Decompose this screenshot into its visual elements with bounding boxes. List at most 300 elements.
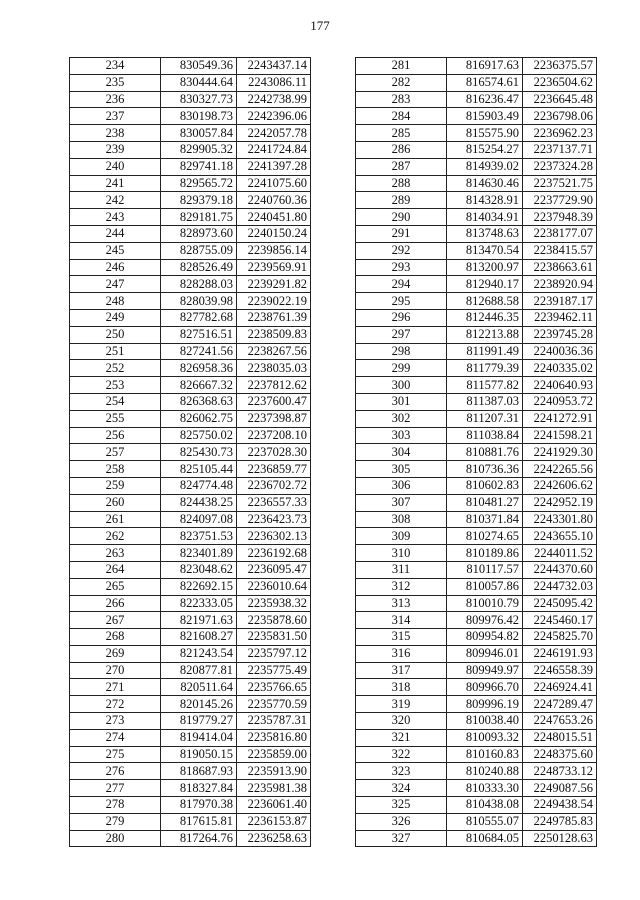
x-coordinate-cell: 823048.62 [161, 561, 237, 578]
table-row [70, 763, 311, 780]
y-coordinate-cell: 2236702.72 [237, 477, 311, 494]
y-coordinate-cell: 2249438.54 [523, 797, 597, 814]
table-row [70, 242, 311, 259]
point-number-cell: 257 [70, 444, 161, 461]
table-row [356, 343, 597, 360]
point-number-cell: 307 [356, 494, 447, 511]
point-number-cell: 308 [356, 511, 447, 528]
table-row [356, 612, 597, 629]
table-row [70, 125, 311, 142]
x-coordinate-cell: 811038.84 [447, 427, 523, 444]
point-number-cell: 298 [356, 343, 447, 360]
table-row [356, 494, 597, 511]
point-number-cell: 275 [70, 746, 161, 763]
x-coordinate-cell: 810189.86 [447, 545, 523, 562]
y-coordinate-cell: 2239462.11 [523, 309, 597, 326]
x-coordinate-cell: 818327.84 [161, 780, 237, 797]
y-coordinate-cell: 2235816.80 [237, 729, 311, 746]
table-row [356, 461, 597, 478]
x-coordinate-cell: 829741.18 [161, 158, 237, 175]
y-coordinate-cell: 2243301.80 [523, 511, 597, 528]
y-coordinate-cell: 2236010.64 [237, 578, 311, 595]
table-row [70, 746, 311, 763]
table-row [356, 813, 597, 830]
point-number-cell: 240 [70, 158, 161, 175]
y-coordinate-cell: 2236258.63 [237, 830, 311, 847]
y-coordinate-cell: 2237208.10 [237, 427, 311, 444]
table-row [70, 713, 311, 730]
point-number-cell: 239 [70, 141, 161, 158]
point-number-cell: 274 [70, 729, 161, 746]
table-row [356, 377, 597, 394]
x-coordinate-cell: 810736.36 [447, 461, 523, 478]
table-row [70, 477, 311, 494]
table-row [70, 393, 311, 410]
x-coordinate-cell: 815254.27 [447, 141, 523, 158]
coordinate-table-right [355, 57, 597, 847]
y-coordinate-cell: 2235775.49 [237, 662, 311, 679]
x-coordinate-cell: 826667.32 [161, 377, 237, 394]
table-row [356, 713, 597, 730]
table-row [356, 427, 597, 444]
y-coordinate-cell: 2237398.87 [237, 410, 311, 427]
point-number-cell: 312 [356, 578, 447, 595]
point-number-cell: 297 [356, 326, 447, 343]
x-coordinate-cell: 812940.17 [447, 276, 523, 293]
table-row [356, 192, 597, 209]
point-number-cell: 324 [356, 780, 447, 797]
y-coordinate-cell: 2237521.75 [523, 175, 597, 192]
point-number-cell: 311 [356, 561, 447, 578]
x-coordinate-cell: 823751.53 [161, 528, 237, 545]
x-coordinate-cell: 815575.90 [447, 125, 523, 142]
y-coordinate-cell: 2236798.06 [523, 108, 597, 125]
table-row [70, 74, 311, 91]
table-row [356, 797, 597, 814]
x-coordinate-cell: 827516.51 [161, 326, 237, 343]
table-row [356, 511, 597, 528]
x-coordinate-cell: 810438.08 [447, 797, 523, 814]
y-coordinate-cell: 2249785.83 [523, 813, 597, 830]
table-row [356, 360, 597, 377]
point-number-cell: 310 [356, 545, 447, 562]
y-coordinate-cell: 2236504.62 [523, 74, 597, 91]
point-number-cell: 282 [356, 74, 447, 91]
x-coordinate-cell: 813748.63 [447, 225, 523, 242]
x-coordinate-cell: 811779.39 [447, 360, 523, 377]
x-coordinate-cell: 825430.73 [161, 444, 237, 461]
point-number-cell: 318 [356, 679, 447, 696]
x-coordinate-cell: 814328.91 [447, 192, 523, 209]
point-number-cell: 279 [70, 813, 161, 830]
point-number-cell: 246 [70, 259, 161, 276]
point-number-cell: 280 [70, 830, 161, 847]
x-coordinate-cell: 821608.27 [161, 629, 237, 646]
table-row [356, 393, 597, 410]
point-number-cell: 316 [356, 645, 447, 662]
y-coordinate-cell: 2239022.19 [237, 293, 311, 310]
table-row [70, 561, 311, 578]
point-number-cell: 326 [356, 813, 447, 830]
coordinate-table-left [69, 57, 311, 847]
point-number-cell: 286 [356, 141, 447, 158]
x-coordinate-cell: 810333.30 [447, 780, 523, 797]
point-number-cell: 276 [70, 763, 161, 780]
point-number-cell: 288 [356, 175, 447, 192]
x-coordinate-cell: 816917.63 [447, 58, 523, 75]
table-row [70, 259, 311, 276]
x-coordinate-cell: 822333.05 [161, 595, 237, 612]
y-coordinate-cell: 2246191.93 [523, 645, 597, 662]
y-coordinate-cell: 2236423.73 [237, 511, 311, 528]
table-row [356, 158, 597, 175]
table-row [70, 780, 311, 797]
point-number-cell: 319 [356, 696, 447, 713]
x-coordinate-cell: 812688.58 [447, 293, 523, 310]
table-row [70, 729, 311, 746]
x-coordinate-cell: 810274.65 [447, 528, 523, 545]
x-coordinate-cell: 809954.82 [447, 629, 523, 646]
y-coordinate-cell: 2242606.62 [523, 477, 597, 494]
x-coordinate-cell: 810010.79 [447, 595, 523, 612]
table-row [70, 645, 311, 662]
y-coordinate-cell: 2246558.39 [523, 662, 597, 679]
point-number-cell: 248 [70, 293, 161, 310]
x-coordinate-cell: 829905.32 [161, 141, 237, 158]
table-row [356, 125, 597, 142]
y-coordinate-cell: 2246924.41 [523, 679, 597, 696]
y-coordinate-cell: 2243655.10 [523, 528, 597, 545]
x-coordinate-cell: 824097.08 [161, 511, 237, 528]
point-number-cell: 317 [356, 662, 447, 679]
point-number-cell: 241 [70, 175, 161, 192]
point-number-cell: 254 [70, 393, 161, 410]
table-row [70, 679, 311, 696]
point-number-cell: 304 [356, 444, 447, 461]
table-row [70, 427, 311, 444]
point-number-cell: 273 [70, 713, 161, 730]
point-number-cell: 303 [356, 427, 447, 444]
point-number-cell: 242 [70, 192, 161, 209]
table-row [356, 242, 597, 259]
table-row [70, 192, 311, 209]
table-row [70, 629, 311, 646]
x-coordinate-cell: 817264.76 [161, 830, 237, 847]
table-row [356, 645, 597, 662]
table-row [356, 209, 597, 226]
table-row [356, 259, 597, 276]
point-number-cell: 293 [356, 259, 447, 276]
x-coordinate-cell: 814939.02 [447, 158, 523, 175]
y-coordinate-cell: 2241272.91 [523, 410, 597, 427]
point-number-cell: 266 [70, 595, 161, 612]
y-coordinate-cell: 2235770.59 [237, 696, 311, 713]
point-number-cell: 250 [70, 326, 161, 343]
point-number-cell: 272 [70, 696, 161, 713]
x-coordinate-cell: 824438.25 [161, 494, 237, 511]
x-coordinate-cell: 829181.75 [161, 209, 237, 226]
x-coordinate-cell: 830198.73 [161, 108, 237, 125]
y-coordinate-cell: 2236095.47 [237, 561, 311, 578]
y-coordinate-cell: 2244011.52 [523, 545, 597, 562]
point-number-cell: 251 [70, 343, 161, 360]
table-row [356, 528, 597, 545]
point-number-cell: 309 [356, 528, 447, 545]
table-row [356, 679, 597, 696]
y-coordinate-cell: 2237729.90 [523, 192, 597, 209]
y-coordinate-cell: 2248015.51 [523, 729, 597, 746]
y-coordinate-cell: 2239291.82 [237, 276, 311, 293]
x-coordinate-cell: 816236.47 [447, 91, 523, 108]
table-row [70, 797, 311, 814]
point-number-cell: 278 [70, 797, 161, 814]
point-number-cell: 301 [356, 393, 447, 410]
table-row [70, 175, 311, 192]
x-coordinate-cell: 817970.38 [161, 797, 237, 814]
point-number-cell: 287 [356, 158, 447, 175]
point-number-cell: 271 [70, 679, 161, 696]
table-row [356, 746, 597, 763]
x-coordinate-cell: 809976.42 [447, 612, 523, 629]
y-coordinate-cell: 2238761.39 [237, 309, 311, 326]
table-row [70, 494, 311, 511]
point-number-cell: 237 [70, 108, 161, 125]
point-number-cell: 243 [70, 209, 161, 226]
point-number-cell: 323 [356, 763, 447, 780]
point-number-cell: 245 [70, 242, 161, 259]
point-number-cell: 252 [70, 360, 161, 377]
x-coordinate-cell: 811387.03 [447, 393, 523, 410]
x-coordinate-cell: 810555.07 [447, 813, 523, 830]
table-row [356, 561, 597, 578]
y-coordinate-cell: 2241075.60 [237, 175, 311, 192]
table-row [70, 309, 311, 326]
table-row [70, 141, 311, 158]
y-coordinate-cell: 2235859.00 [237, 746, 311, 763]
table-row [356, 477, 597, 494]
table-row [356, 780, 597, 797]
table-row [70, 108, 311, 125]
x-coordinate-cell: 828755.09 [161, 242, 237, 259]
table-row [356, 141, 597, 158]
y-coordinate-cell: 2236153.87 [237, 813, 311, 830]
point-number-cell: 283 [356, 91, 447, 108]
y-coordinate-cell: 2235981.38 [237, 780, 311, 797]
x-coordinate-cell: 820511.64 [161, 679, 237, 696]
x-coordinate-cell: 810371.84 [447, 511, 523, 528]
y-coordinate-cell: 2250128.63 [523, 830, 597, 847]
y-coordinate-cell: 2238035.03 [237, 360, 311, 377]
x-coordinate-cell: 830549.36 [161, 58, 237, 75]
x-coordinate-cell: 815903.49 [447, 108, 523, 125]
x-coordinate-cell: 810881.76 [447, 444, 523, 461]
point-number-cell: 325 [356, 797, 447, 814]
y-coordinate-cell: 2240036.36 [523, 343, 597, 360]
point-number-cell: 258 [70, 461, 161, 478]
x-coordinate-cell: 826958.36 [161, 360, 237, 377]
point-number-cell: 238 [70, 125, 161, 142]
table-row [356, 595, 597, 612]
table-row [70, 813, 311, 830]
y-coordinate-cell: 2245460.17 [523, 612, 597, 629]
point-number-cell: 264 [70, 561, 161, 578]
y-coordinate-cell: 2242057.78 [237, 125, 311, 142]
point-number-cell: 300 [356, 377, 447, 394]
point-number-cell: 295 [356, 293, 447, 310]
y-coordinate-cell: 2248375.60 [523, 746, 597, 763]
table-row [70, 410, 311, 427]
y-coordinate-cell: 2235766.65 [237, 679, 311, 696]
point-number-cell: 314 [356, 612, 447, 629]
table-row [70, 511, 311, 528]
x-coordinate-cell: 809966.70 [447, 679, 523, 696]
x-coordinate-cell: 810117.57 [447, 561, 523, 578]
y-coordinate-cell: 2247289.47 [523, 696, 597, 713]
x-coordinate-cell: 823401.89 [161, 545, 237, 562]
table-row [356, 326, 597, 343]
y-coordinate-cell: 2248733.12 [523, 763, 597, 780]
x-coordinate-cell: 825105.44 [161, 461, 237, 478]
x-coordinate-cell: 826368.63 [161, 393, 237, 410]
table-row [356, 91, 597, 108]
table-row [70, 343, 311, 360]
y-coordinate-cell: 2240760.36 [237, 192, 311, 209]
x-coordinate-cell: 820145.26 [161, 696, 237, 713]
point-number-cell: 305 [356, 461, 447, 478]
x-coordinate-cell: 812446.35 [447, 309, 523, 326]
table-row [356, 175, 597, 192]
point-number-cell: 306 [356, 477, 447, 494]
point-number-cell: 294 [356, 276, 447, 293]
point-number-cell: 261 [70, 511, 161, 528]
point-number-cell: 281 [356, 58, 447, 75]
point-number-cell: 285 [356, 125, 447, 142]
y-coordinate-cell: 2238267.56 [237, 343, 311, 360]
y-coordinate-cell: 2235878.60 [237, 612, 311, 629]
table-row [70, 158, 311, 175]
y-coordinate-cell: 2236302.13 [237, 528, 311, 545]
table-row [356, 276, 597, 293]
point-number-cell: 321 [356, 729, 447, 746]
y-coordinate-cell: 2242396.06 [237, 108, 311, 125]
point-number-cell: 253 [70, 377, 161, 394]
table-row [356, 444, 597, 461]
y-coordinate-cell: 2236962.23 [523, 125, 597, 142]
y-coordinate-cell: 2241929.30 [523, 444, 597, 461]
y-coordinate-cell: 2247653.26 [523, 713, 597, 730]
y-coordinate-cell: 2236557.33 [237, 494, 311, 511]
table-row [70, 662, 311, 679]
point-number-cell: 296 [356, 309, 447, 326]
y-coordinate-cell: 2239856.14 [237, 242, 311, 259]
point-number-cell: 259 [70, 477, 161, 494]
x-coordinate-cell: 813200.97 [447, 259, 523, 276]
y-coordinate-cell: 2237812.62 [237, 377, 311, 394]
point-number-cell: 269 [70, 645, 161, 662]
point-number-cell: 291 [356, 225, 447, 242]
table-row [356, 293, 597, 310]
y-coordinate-cell: 2236859.77 [237, 461, 311, 478]
point-number-cell: 289 [356, 192, 447, 209]
x-coordinate-cell: 811991.49 [447, 343, 523, 360]
table-row [70, 696, 311, 713]
x-coordinate-cell: 828973.60 [161, 225, 237, 242]
table-row [70, 225, 311, 242]
y-coordinate-cell: 2243437.14 [237, 58, 311, 75]
y-coordinate-cell: 2244732.03 [523, 578, 597, 595]
table-row [70, 377, 311, 394]
y-coordinate-cell: 2240451.80 [237, 209, 311, 226]
y-coordinate-cell: 2238177.07 [523, 225, 597, 242]
point-number-cell: 234 [70, 58, 161, 75]
y-coordinate-cell: 2238509.83 [237, 326, 311, 343]
x-coordinate-cell: 824774.48 [161, 477, 237, 494]
point-number-cell: 299 [356, 360, 447, 377]
x-coordinate-cell: 825750.02 [161, 427, 237, 444]
table-row [70, 326, 311, 343]
y-coordinate-cell: 2235787.31 [237, 713, 311, 730]
table-row [70, 578, 311, 595]
x-coordinate-cell: 810684.05 [447, 830, 523, 847]
point-number-cell: 244 [70, 225, 161, 242]
x-coordinate-cell: 814630.46 [447, 175, 523, 192]
point-number-cell: 315 [356, 629, 447, 646]
y-coordinate-cell: 2238663.61 [523, 259, 597, 276]
y-coordinate-cell: 2240335.02 [523, 360, 597, 377]
table-row [70, 58, 311, 75]
x-coordinate-cell: 821243.54 [161, 645, 237, 662]
x-coordinate-cell: 811207.31 [447, 410, 523, 427]
table-row [70, 293, 311, 310]
x-coordinate-cell: 810602.83 [447, 477, 523, 494]
x-coordinate-cell: 810240.88 [447, 763, 523, 780]
table-row [356, 74, 597, 91]
x-coordinate-cell: 810481.27 [447, 494, 523, 511]
x-coordinate-cell: 827241.56 [161, 343, 237, 360]
x-coordinate-cell: 828039.98 [161, 293, 237, 310]
y-coordinate-cell: 2236645.48 [523, 91, 597, 108]
y-coordinate-cell: 2236061.40 [237, 797, 311, 814]
x-coordinate-cell: 827782.68 [161, 309, 237, 326]
y-coordinate-cell: 2235913.90 [237, 763, 311, 780]
point-number-cell: 284 [356, 108, 447, 125]
y-coordinate-cell: 2240640.93 [523, 377, 597, 394]
y-coordinate-cell: 2238415.57 [523, 242, 597, 259]
point-number-cell: 290 [356, 209, 447, 226]
point-number-cell: 277 [70, 780, 161, 797]
y-coordinate-cell: 2238920.94 [523, 276, 597, 293]
table-row [356, 763, 597, 780]
point-number-cell: 262 [70, 528, 161, 545]
table-row [70, 830, 311, 847]
x-coordinate-cell: 816574.61 [447, 74, 523, 91]
point-number-cell: 263 [70, 545, 161, 562]
y-coordinate-cell: 2235797.12 [237, 645, 311, 662]
table-row [70, 360, 311, 377]
y-coordinate-cell: 2242738.99 [237, 91, 311, 108]
y-coordinate-cell: 2243086.11 [237, 74, 311, 91]
point-number-cell: 256 [70, 427, 161, 444]
table-row [70, 528, 311, 545]
table-row [356, 225, 597, 242]
x-coordinate-cell: 829379.18 [161, 192, 237, 209]
point-number-cell: 292 [356, 242, 447, 259]
x-coordinate-cell: 809996.19 [447, 696, 523, 713]
x-coordinate-cell: 830327.73 [161, 91, 237, 108]
y-coordinate-cell: 2240953.72 [523, 393, 597, 410]
point-number-cell: 235 [70, 74, 161, 91]
y-coordinate-cell: 2239745.28 [523, 326, 597, 343]
